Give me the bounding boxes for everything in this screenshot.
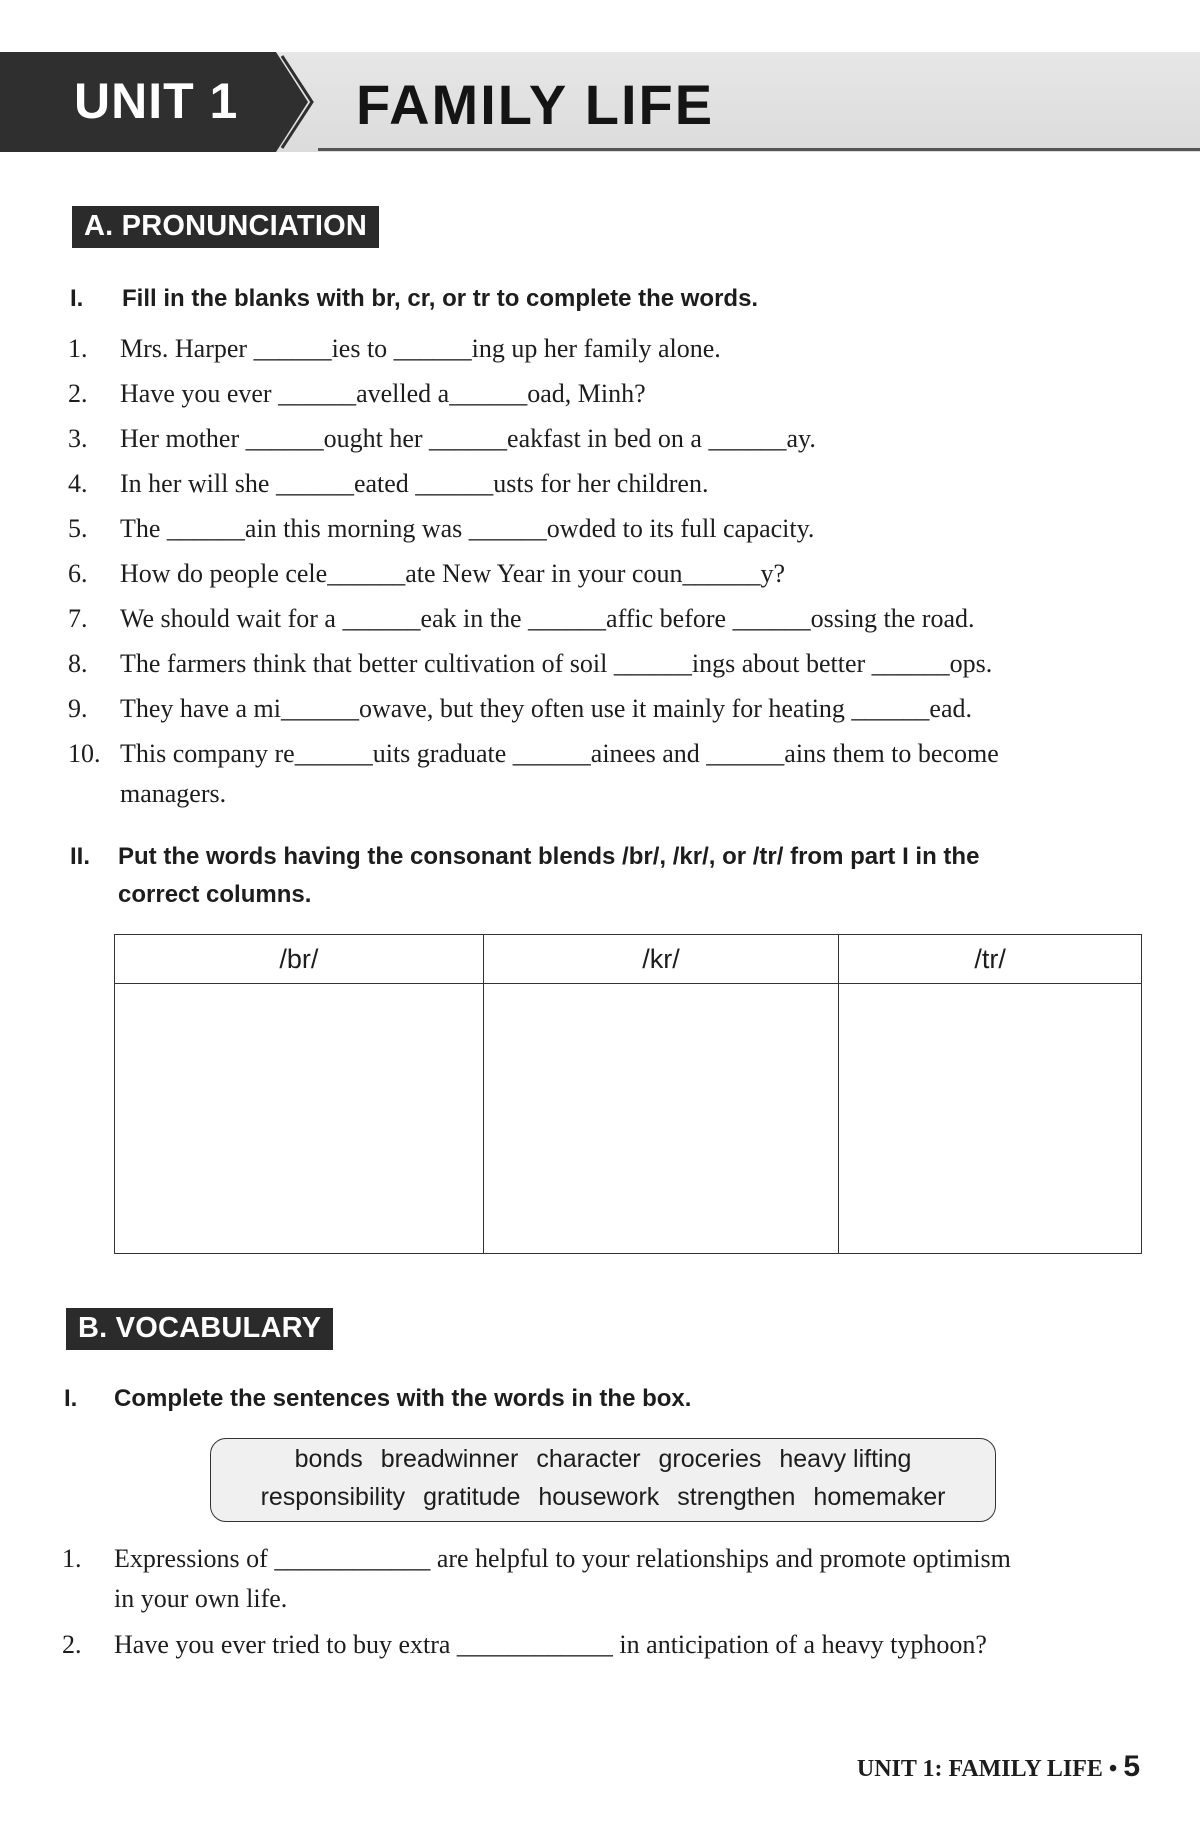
column-header-br: /br/	[115, 935, 484, 984]
column-cell-tr[interactable]	[839, 984, 1142, 1254]
section-pronunciation-label: A. PRONUNCIATION	[72, 206, 379, 248]
item-text: They have a mi______owave, but they often use it mainly for heating ______ead.	[120, 694, 972, 723]
unit-label: UNIT 1	[74, 73, 239, 129]
item-text: Mrs. Harper ______ies to ______ing up her family alone.	[120, 334, 721, 363]
instruction-vocabulary-1	[64, 1380, 1144, 1420]
instruction-pronunciation-1	[70, 280, 1150, 320]
item-number: 10.	[68, 739, 101, 768]
footer-running-title: UNIT 1: FAMILY LIFE •	[856, 1756, 1118, 1782]
page-number: 5	[1123, 1750, 1140, 1783]
page-footer	[857, 1750, 1140, 1784]
item-text: The ______ain this morning was ______owded to its full capacity.	[120, 514, 815, 543]
item-number: 4.	[68, 469, 88, 498]
item-text: This company re______uits graduate ______ainees and ______ains them to become	[120, 739, 999, 768]
item-text-continued: managers.	[120, 779, 227, 808]
item-text: Her mother ______ought her ______eakfast in bed on a ______ay.	[120, 424, 816, 453]
item-text: How do people cele______ate New Year in your coun______y?	[120, 559, 786, 588]
column-cell-br[interactable]	[115, 984, 484, 1254]
banner-rule	[318, 148, 1200, 151]
item-number: 2.	[62, 1630, 82, 1659]
item-number: 8.	[68, 649, 88, 678]
word-box-row	[211, 1483, 995, 1512]
word-box-item: bonds	[294, 1445, 363, 1473]
item-number: 2.	[68, 379, 88, 408]
unit-banner	[0, 52, 1200, 152]
instruction-number: II.	[70, 843, 91, 870]
column-cell-kr[interactable]	[483, 984, 838, 1254]
word-box-item: responsibility	[260, 1483, 406, 1511]
instruction-text-continued: correct columns.	[118, 881, 312, 908]
column-header-kr: /kr/	[483, 935, 838, 984]
unit-title: FAMILY LIFE	[356, 73, 715, 136]
instruction-text: Complete the sentences with the words in the box.	[114, 1385, 692, 1412]
item-number: 5.	[68, 514, 88, 543]
item-number: 6.	[68, 559, 88, 588]
item-text: The farmers think that better cultivation of soil ______ings about better ______ops.	[120, 649, 993, 678]
item-text: Expressions of ____________ are helpful to your relationships and promote optimism	[114, 1544, 1011, 1573]
item-text: Have you ever tried to buy extra ____________ in anticipation of a heavy typhoon?	[114, 1630, 987, 1659]
word-box-item: homemaker	[813, 1483, 946, 1511]
word-box-item: character	[536, 1445, 641, 1473]
word-box	[210, 1438, 996, 1522]
item-number: 1.	[68, 334, 88, 363]
consonant-blend-table	[114, 934, 1142, 1254]
item-text: In her will she ______eated ______usts for her children.	[120, 469, 709, 498]
banner-chevron-icon	[258, 52, 318, 152]
word-box-row	[211, 1445, 995, 1474]
instruction-number: I.	[64, 1385, 78, 1412]
section-vocabulary-label: B. VOCABULARY	[66, 1308, 333, 1350]
column-header-tr: /tr/	[839, 935, 1142, 984]
item-text: We should wait for a ______eak in the ______affic before ______ossing the road.	[120, 604, 975, 633]
instruction-text: Fill in the blanks with br, cr, or tr to complete the words.	[122, 285, 759, 312]
word-box-item: housework	[538, 1483, 660, 1511]
instruction-number: I.	[70, 285, 84, 312]
item-text-continued: in your own life.	[114, 1584, 288, 1613]
instruction-pronunciation-2	[70, 838, 1150, 918]
item-number: 9.	[68, 694, 88, 723]
word-box-item: groceries	[658, 1445, 762, 1473]
instruction-text: Put the words having the consonant blends /br/, /kr/, or /tr/ from part I in the	[118, 843, 980, 870]
word-box-item: gratitude	[423, 1483, 521, 1511]
item-text: Have you ever ______avelled a______oad, Minh?	[120, 379, 646, 408]
item-number: 1.	[62, 1544, 82, 1573]
item-number: 7.	[68, 604, 88, 633]
word-box-item: breadwinner	[380, 1445, 519, 1473]
word-box-item: strengthen	[677, 1483, 796, 1511]
item-number: 3.	[68, 424, 88, 453]
word-box-item: heavy lifting	[779, 1445, 912, 1473]
